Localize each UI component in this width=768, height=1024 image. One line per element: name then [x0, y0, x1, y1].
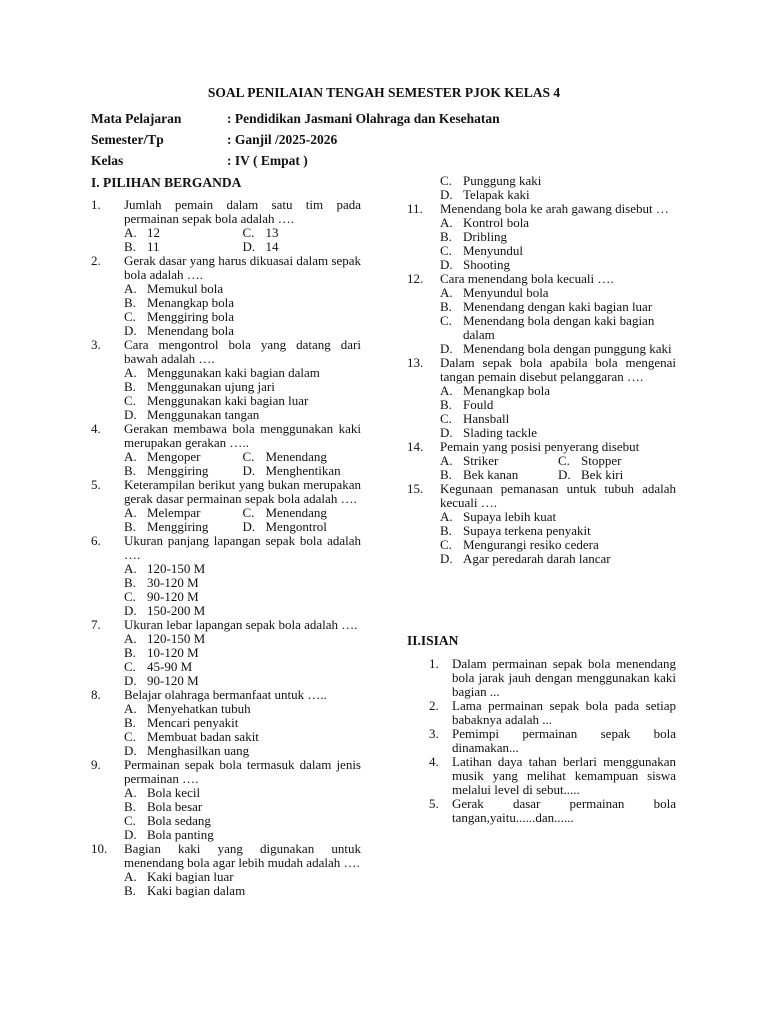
- option-text: Bola kecil: [147, 785, 201, 800]
- option-text: Menangkap bola: [463, 383, 551, 398]
- answer-option: [440, 454, 558, 468]
- question-number: 10.: [91, 841, 108, 856]
- option-text: Bek kanan: [463, 467, 519, 482]
- question-item: [407, 440, 676, 482]
- essay-number: 3.: [429, 726, 439, 741]
- meta-label: Mata Pelajaran: [91, 111, 182, 126]
- answer-option: [124, 604, 361, 618]
- answer-option: [440, 188, 676, 202]
- option-text: 90-120 M: [147, 673, 199, 688]
- option-letter: C.: [124, 589, 136, 604]
- answer-option: [440, 342, 676, 356]
- option-text: Supaya lebih kuat: [463, 509, 557, 524]
- essay-text: Latihan daya tahan berlari menggunakan musik yang melihat kemampuan siswa melalui level di sebut.....: [452, 754, 676, 797]
- essay-list: [407, 657, 676, 825]
- question-number: 14.: [407, 439, 424, 454]
- answer-option: [124, 562, 361, 576]
- question-item: [91, 534, 361, 618]
- option-text: 120-150 M: [147, 561, 206, 576]
- option-row: [124, 450, 361, 464]
- option-letter: A.: [124, 281, 137, 296]
- essay-item: [407, 797, 676, 825]
- essay-item: [407, 727, 676, 755]
- option-letter: D.: [242, 239, 256, 254]
- option-letter: C.: [124, 393, 136, 408]
- option-text: Bek kiri: [581, 467, 624, 482]
- option-text: Melempar: [147, 505, 201, 520]
- option-text: Menangkap bola: [147, 295, 235, 310]
- option-text: Mengurangi resiko cedera: [463, 537, 599, 552]
- question-text: Menendang bola ke arah gawang disebut …: [440, 201, 669, 216]
- option-letter: A.: [440, 383, 453, 398]
- question-text: Cara menendang bola kecuali ….: [440, 271, 614, 286]
- answer-option: [440, 286, 676, 300]
- section-heading-essay: II.ISIAN: [407, 633, 459, 648]
- option-letter: D.: [124, 827, 137, 842]
- option-letter: A.: [124, 701, 137, 716]
- option-letter: A.: [124, 225, 137, 240]
- essay-text: Dalam permainan sepak bola menendang bola jarak jauh dengan menggunakan kaki bagian ...: [452, 656, 676, 699]
- answer-option: [440, 384, 676, 398]
- option-text: Mengoper: [147, 449, 201, 464]
- option-letter: C.: [124, 309, 136, 324]
- option-letter: A.: [440, 285, 453, 300]
- answer-option: [124, 506, 243, 520]
- option-letter: A.: [440, 509, 453, 524]
- question-text: Ukuran panjang lapangan sepak bola adalah ….: [124, 533, 361, 562]
- option-letter: D.: [124, 673, 137, 688]
- option-letter: B.: [124, 519, 136, 534]
- question-text: Permainan sepak bola termasuk dalam jenis permainan ….: [124, 757, 361, 786]
- option-letter: B.: [440, 229, 452, 244]
- option-letter: B.: [124, 295, 136, 310]
- answer-option: [124, 730, 361, 744]
- question-number: 13.: [407, 355, 424, 370]
- option-letter: A.: [124, 365, 137, 380]
- option-letter: B.: [124, 575, 136, 590]
- answer-option: [558, 454, 676, 468]
- option-text: Punggung kaki: [463, 173, 542, 188]
- option-text: 90-120 M: [147, 589, 199, 604]
- answer-option: [243, 226, 362, 240]
- option-letter: C.: [558, 453, 570, 468]
- answer-option: [440, 538, 676, 552]
- meta-label: Kelas: [91, 153, 124, 168]
- option-letter: C.: [124, 659, 136, 674]
- option-text: Stopper: [581, 453, 622, 468]
- option-text: Menendang: [265, 505, 327, 520]
- answer-option: [124, 702, 361, 716]
- option-text: Menghasilkan uang: [147, 743, 250, 758]
- question-text: Keterampilan berikut yang bukan merupakan gerak dasar permainan sepak bola adalah ….: [124, 477, 361, 506]
- question-item: [91, 618, 361, 688]
- question-item: [91, 688, 361, 758]
- answer-option: [440, 300, 676, 314]
- option-letter: C.: [124, 813, 136, 828]
- answer-option: [243, 240, 362, 254]
- question-item: [91, 198, 361, 254]
- question-item: [91, 338, 361, 422]
- question-text: Jumlah pemain dalam satu tim pada permainan sepak bola adalah ….: [124, 197, 361, 226]
- question-text: Gerakan membawa bola menggunakan kaki merupakan gerakan …..: [124, 421, 361, 450]
- answer-option: [440, 216, 676, 230]
- option-text: Bola sedang: [147, 813, 211, 828]
- option-letter: B.: [440, 523, 452, 538]
- option-letter: D.: [440, 187, 453, 202]
- option-letter: B.: [124, 463, 136, 478]
- question-item: [407, 174, 676, 202]
- option-text: Menggunakan ujung jari: [147, 379, 275, 394]
- option-letter: C.: [440, 411, 452, 426]
- option-text: Menendang bola dengan kaki bagian dalam: [463, 313, 655, 342]
- option-letter: A.: [440, 215, 453, 230]
- option-letter: C.: [440, 313, 452, 328]
- answer-option: [440, 510, 676, 524]
- option-letter: A.: [124, 561, 137, 576]
- essay-item: [407, 657, 676, 699]
- option-row: [124, 240, 361, 254]
- answer-option: [440, 244, 676, 258]
- option-letter: D.: [440, 257, 453, 272]
- option-row: [440, 454, 676, 468]
- essay-number: 1.: [429, 656, 439, 671]
- option-letter: C.: [440, 537, 452, 552]
- answer-option: [440, 426, 676, 440]
- answer-option: [243, 464, 362, 478]
- option-letter: A.: [124, 785, 137, 800]
- option-text: Fould: [463, 397, 494, 412]
- question-number: 12.: [407, 271, 424, 286]
- option-text: Menendang dengan kaki bagian luar: [463, 299, 653, 314]
- essay-text: Lama permainan sepak bola pada setiap babaknya adalah ...: [452, 698, 676, 727]
- option-text: Dribling: [463, 229, 508, 244]
- question-number: 9.: [91, 757, 101, 772]
- question-number: 2.: [91, 253, 101, 268]
- option-text: Menggiring: [147, 463, 209, 478]
- page-title: SOAL PENILAIAN TENGAH SEMESTER PJOK KELAS 4: [207, 85, 561, 100]
- option-text: Menghentikan: [265, 463, 341, 478]
- option-text: 13: [265, 225, 279, 240]
- essay-number: 5.: [429, 796, 439, 811]
- question-number: 5.: [91, 477, 101, 492]
- answer-option: [124, 310, 361, 324]
- answer-option: [440, 468, 558, 482]
- answer-option: [124, 408, 361, 422]
- option-letter: D.: [440, 341, 453, 356]
- option-letter: B.: [440, 397, 452, 412]
- option-text: Mencari penyakit: [147, 715, 239, 730]
- question-item: [91, 254, 361, 338]
- option-text: 30-120 M: [147, 575, 199, 590]
- option-letter: D.: [242, 519, 256, 534]
- essay-number: 4.: [429, 754, 439, 769]
- question-text: Bagian kaki yang digunakan untuk menendang bola agar lebih mudah adalah ….: [124, 841, 361, 870]
- option-row: [124, 226, 361, 240]
- essay-item: [407, 755, 676, 797]
- answer-option: [243, 520, 362, 534]
- answer-option: [124, 660, 361, 674]
- question-item: [91, 758, 361, 842]
- option-text: Menyundul bola: [463, 285, 549, 300]
- answer-option: [124, 366, 361, 380]
- option-text: Menendang bola: [147, 323, 235, 338]
- answer-option: [124, 814, 361, 828]
- option-letter: C.: [242, 505, 255, 520]
- question-number: 15.: [407, 481, 424, 496]
- question-text: Pemain yang posisi penyerang disebut: [440, 439, 640, 454]
- answer-option: [124, 590, 361, 604]
- option-letter: B.: [124, 379, 136, 394]
- option-letter: A.: [440, 453, 453, 468]
- question-number: 3.: [91, 337, 101, 352]
- question-item: [91, 478, 361, 534]
- question-text: Cara mengontrol bola yang datang dari bawah adalah ….: [124, 337, 361, 366]
- question-number: 1.: [91, 197, 101, 212]
- answer-option: [124, 786, 361, 800]
- answer-option: [243, 506, 362, 520]
- option-letter: D.: [440, 425, 453, 440]
- option-row: [440, 468, 676, 482]
- answer-option: [124, 450, 243, 464]
- question-number: 6.: [91, 533, 101, 548]
- option-text: 120-150 M: [147, 631, 206, 646]
- option-letter: C.: [440, 173, 452, 188]
- answer-option: [124, 464, 243, 478]
- meta-value: : IV ( Empat ): [227, 153, 308, 168]
- option-text: Menendang: [265, 449, 327, 464]
- answer-option: [124, 646, 361, 660]
- option-letter: D.: [124, 323, 137, 338]
- question-number: 7.: [91, 617, 101, 632]
- option-letter: D.: [558, 467, 571, 482]
- answer-option: [124, 744, 361, 758]
- option-text: Menggunakan kaki bagian dalam: [147, 365, 320, 380]
- question-text: Dalam sepak bola apabila bola mengenai tangan pemain disebut pelanggaran ….: [440, 355, 676, 384]
- answer-option: [124, 380, 361, 394]
- answer-option: [440, 524, 676, 538]
- section-heading-multiple-choice: I. PILIHAN BERGANDA: [91, 175, 242, 190]
- option-text: Slading tackle: [463, 425, 538, 440]
- option-letter: C.: [440, 243, 452, 258]
- option-letter: B.: [440, 299, 452, 314]
- answer-option: [124, 884, 361, 898]
- option-letter: D.: [124, 603, 137, 618]
- option-text: Telapak kaki: [463, 187, 530, 202]
- option-letter: B.: [124, 239, 136, 254]
- answer-option: [440, 314, 676, 342]
- option-text: Kaki bagian dalam: [147, 883, 246, 898]
- answer-option: [440, 412, 676, 426]
- option-letter: A.: [124, 631, 137, 646]
- option-text: 11: [147, 239, 160, 254]
- option-letter: B.: [124, 715, 136, 730]
- option-text: Menendang bola dengan punggung kaki: [463, 341, 672, 356]
- option-letter: D.: [440, 551, 453, 566]
- answer-option: [124, 324, 361, 338]
- option-row: [124, 520, 361, 534]
- option-text: Menyundul: [463, 243, 523, 258]
- option-letter: A.: [124, 869, 137, 884]
- option-letter: B.: [440, 467, 452, 482]
- option-text: 10-120 M: [147, 645, 199, 660]
- question-item: [407, 356, 676, 440]
- option-letter: D.: [124, 407, 137, 422]
- option-text: Menggiring: [147, 519, 209, 534]
- question-item: [407, 202, 676, 272]
- answer-option: [243, 450, 362, 464]
- option-text: 45-90 M: [147, 659, 193, 674]
- answer-option: [558, 468, 676, 482]
- question-number: 8.: [91, 687, 101, 702]
- option-text: Memukul bola: [147, 281, 224, 296]
- option-text: Membuat badan sakit: [147, 729, 259, 744]
- option-letter: A.: [124, 449, 137, 464]
- answer-option: [440, 174, 676, 188]
- option-text: Mengontrol: [265, 519, 327, 534]
- answer-option: [440, 230, 676, 244]
- option-row: [124, 506, 361, 520]
- meta-value: : Ganjil /2025-2026: [227, 132, 338, 147]
- answer-option: [124, 394, 361, 408]
- answer-option: [124, 800, 361, 814]
- answer-option: [124, 716, 361, 730]
- option-text: 14: [265, 239, 279, 254]
- option-row: [124, 464, 361, 478]
- option-letter: B.: [124, 645, 136, 660]
- answer-option: [124, 520, 243, 534]
- answer-option: [440, 398, 676, 412]
- option-letter: C.: [124, 729, 136, 744]
- answer-option: [124, 296, 361, 310]
- answer-option: [124, 226, 243, 240]
- option-letter: A.: [124, 505, 137, 520]
- answer-option: [124, 828, 361, 842]
- meta-value: : Pendidikan Jasmani Olahraga dan Kesehatan: [227, 111, 500, 126]
- answer-option: [440, 258, 676, 272]
- option-letter: B.: [124, 799, 136, 814]
- option-letter: C.: [242, 225, 255, 240]
- option-letter: D.: [242, 463, 256, 478]
- question-item: [91, 422, 361, 478]
- question-text: Gerak dasar yang harus dikuasai dalam sepak bola adalah ….: [124, 253, 361, 282]
- question-number: 11.: [407, 201, 423, 216]
- question-item: [407, 482, 676, 566]
- answer-option: [124, 674, 361, 688]
- option-letter: B.: [124, 883, 136, 898]
- option-text: Menggiring bola: [147, 309, 235, 324]
- option-letter: D.: [124, 743, 137, 758]
- answer-option: [124, 240, 243, 254]
- option-letter: C.: [242, 449, 255, 464]
- option-text: Supaya terkena penyakit: [463, 523, 591, 538]
- question-text: Ukuran lebar lapangan sepak bola adalah ….: [124, 617, 358, 632]
- option-text: Menggunakan kaki bagian luar: [147, 393, 309, 408]
- question-item: [407, 272, 676, 356]
- option-text: Menggunakan tangan: [147, 407, 260, 422]
- question-text: Belajar olahraga bermanfaat untuk …..: [124, 687, 327, 702]
- option-text: Shooting: [463, 257, 510, 272]
- option-text: Bola panting: [147, 827, 214, 842]
- answer-option: [124, 870, 361, 884]
- question-text: Kegunaan pemanasan untuk tubuh adalah kecuali ….: [440, 481, 676, 510]
- option-text: 12: [147, 225, 160, 240]
- answer-option: [124, 576, 361, 590]
- option-text: Menyehatkan tubuh: [147, 701, 251, 716]
- question-item: [91, 842, 361, 898]
- option-text: Bola besar: [147, 799, 203, 814]
- questions-column-left: [91, 198, 361, 898]
- essay-text: Pemimpi permainan sepak bola dinamakan...: [452, 726, 676, 755]
- option-text: Hansball: [463, 411, 510, 426]
- essay-item: [407, 699, 676, 727]
- essay-text: Gerak dasar permainan bola tangan,yaitu......dan......: [452, 796, 676, 825]
- answer-option: [124, 632, 361, 646]
- answer-option: [440, 552, 676, 566]
- option-text: Agar peredarah darah lancar: [463, 551, 611, 566]
- option-text: Kaki bagian luar: [147, 869, 234, 884]
- questions-column-right: [407, 174, 676, 566]
- answer-option: [124, 282, 361, 296]
- meta-label: Semester/Tp: [91, 132, 164, 147]
- option-text: Striker: [463, 453, 499, 468]
- option-text: Kontrol bola: [463, 215, 530, 230]
- question-number: 4.: [91, 421, 101, 436]
- essay-number: 2.: [429, 698, 439, 713]
- option-text: 150-200 M: [147, 603, 206, 618]
